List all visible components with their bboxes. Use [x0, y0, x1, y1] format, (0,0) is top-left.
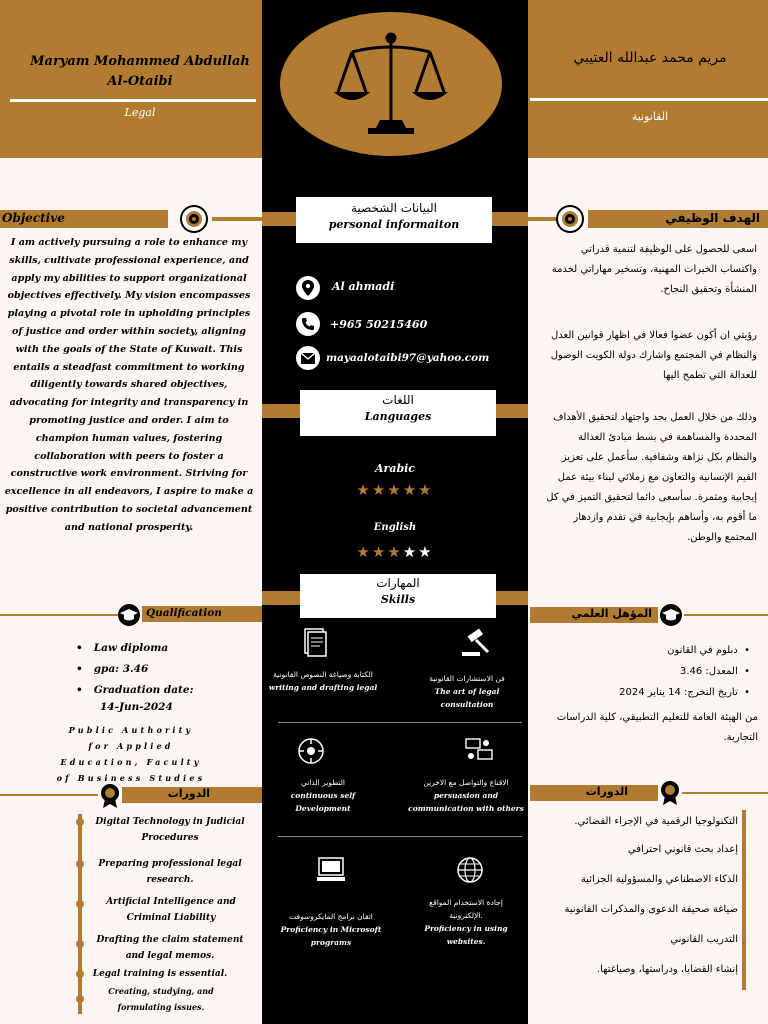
courses-title-ar: الدورات	[585, 785, 628, 798]
personal-title-panel	[296, 197, 492, 243]
course-item: صياغة صحيفة الدعوى والمذكرات القانونية	[564, 904, 738, 915]
skills-title-ar: المهارات	[376, 576, 420, 590]
timeline-dot	[76, 940, 84, 948]
course-item: التكنولوجيا الرقمية في الإجراء القضائي.	[574, 816, 738, 827]
language-name: Arabic	[374, 462, 416, 475]
objective-text-ar-1: اسعى للحصول على الوظيفة لتنمية قدراتي واكتساب الخبرات المهنية، وتسخير مهاراتي لخدمة المنشأة وتحقيق النجاح.	[551, 244, 757, 295]
qualification-item: • gpa: 3.46	[76, 663, 149, 675]
course-item: الذكاء الاصطناعي والمسؤولية الجزائية	[580, 874, 738, 885]
course-item: Creating, studying, and formulating issues.	[108, 986, 214, 1012]
languages-title-panel	[300, 390, 496, 436]
qualification-title-ar: المؤهل العلمي	[571, 607, 652, 620]
gavel-icon	[460, 628, 494, 662]
qualification-line-right	[684, 614, 768, 616]
skill-item	[408, 672, 526, 711]
name-english: Maryam Mohammed Abdullah Al-Otaibi	[30, 54, 250, 89]
self-development-icon	[296, 736, 326, 770]
qualification-title-en: Qualification	[146, 607, 222, 619]
timeline-dot	[76, 900, 84, 908]
phone-text: +965 50215460	[330, 318, 428, 331]
skill-item	[404, 776, 528, 815]
role-arabic: القانونية	[631, 110, 669, 123]
institution-en: Public Authority for Applied Education, Faculty of Business Studies	[56, 725, 206, 783]
timeline-dot	[76, 970, 84, 978]
award-ribbon-icon	[658, 780, 682, 810]
qualification-item: • Law diploma	[76, 642, 169, 654]
skills-divider	[278, 722, 522, 723]
scale-logo	[276, 8, 506, 160]
objective-bar-right-tail	[528, 217, 558, 221]
qualification-list-en	[76, 638, 256, 701]
personal-title-ar: البيانات الشخصية	[351, 201, 437, 215]
graduation-date-en: 14-Jun-2024	[100, 701, 173, 713]
qualification-item: • المعدل: 3.46	[679, 666, 750, 677]
skills-title-panel	[300, 574, 496, 618]
course-item: Legal training is essential.	[92, 969, 228, 979]
skill-label-en: writing and drafting legal	[268, 683, 378, 692]
qualification-text: Law diploma	[93, 642, 169, 654]
skill-item	[268, 776, 378, 815]
language-rating-stars: ★★★★★	[356, 481, 434, 499]
skill-label-ar: الاقناع والتواصل مع الاخرين	[423, 778, 509, 787]
name-arabic: مريم محمد عبدالله العتيبي	[573, 50, 727, 66]
role-english: Legal	[124, 106, 156, 119]
target-icon	[180, 205, 208, 233]
graduation-cap-icon	[116, 604, 142, 630]
skill-item	[268, 668, 378, 694]
email-icon	[296, 346, 320, 370]
award-ribbon-icon	[98, 783, 122, 813]
courses-timeline	[742, 810, 746, 990]
skill-label-ar: فن الاستشارات القانونية	[429, 674, 505, 683]
objective-text-ar-3: وذلك من خلال العمل بجد واجتهاد لتحقيق الأهداف المحددة والمساهمة في بسط مبادئ العدالة والنظام بكل نزاهة وشفافية. سأعمل على تعزيز القيم الإنسانية والتعاون مع زملائي لبناء بيئة عمل إيجابية ومثمرة. سأسعى دائما لتحقيق التميز في كل ما أقوم به، وأساهم بإيجابية في تقدم وازدهار المجتمع والوطن.	[546, 412, 757, 543]
stars-empty: ★★	[402, 543, 434, 561]
computer-icon	[316, 856, 346, 888]
course-item: Preparing professional legal research.	[98, 859, 242, 885]
qualification-item: • تاريخ التخرج: 14 يناير 2024	[619, 687, 750, 698]
language-name: English	[373, 522, 417, 533]
personal-title-en: personal informaiton	[328, 218, 460, 231]
courses-line-left	[0, 794, 98, 796]
timeline-dot	[76, 995, 84, 1003]
legal-document-icon	[302, 628, 328, 662]
target-icon	[556, 205, 584, 233]
skill-label-en: continuous self Development	[290, 791, 356, 813]
objective-text-ar-2: رؤيتي ان أكون عضوا فعالا في اظهار قوانين العدل والنظام في المجتمع واشارك دولة الكويت الوصول للعدالة التي تطمح اليها	[550, 330, 757, 381]
language-rating-stars	[262, 543, 528, 561]
phone-icon	[296, 312, 320, 336]
skill-item	[276, 910, 386, 949]
qualification-text: دبلوم في القانون	[667, 645, 738, 656]
qualification-text: gpa: 3.46	[93, 663, 149, 675]
course-item: Artificial Intelligence and Criminal Liability	[106, 897, 236, 923]
location-text: Al ahmadi	[332, 280, 395, 293]
skill-label-ar: اتقان برامج المايكروسوفت	[289, 912, 373, 921]
course-item: Digital Technology in Judicial Procedures	[95, 817, 245, 843]
objective-title-ar: الهدف الوظيفي	[665, 211, 760, 225]
course-item: إنشاء القضايا، ودراستها، وصياغتها.	[596, 964, 738, 975]
timeline-dot	[76, 818, 84, 826]
qualification-item: • Graduation date:	[76, 684, 194, 696]
skill-label-en: persuasion and communication with others	[408, 791, 524, 813]
course-item: التدريب القانوني	[670, 934, 738, 945]
skill-label-en: Proficiency in using websites.	[424, 924, 508, 946]
qualification-text: تاريخ التخرج: 14 يناير 2024	[619, 687, 738, 698]
email-text: mayaalotaibi97@yahoo.com	[326, 352, 490, 364]
course-item: إعداد بحث قانوني احترافي	[627, 844, 738, 855]
skills-title-en: Skills	[380, 593, 416, 606]
objective-title-en: Objective	[2, 211, 65, 225]
communication-icon	[464, 736, 494, 770]
qualification-list-ar	[560, 640, 750, 703]
location-icon	[296, 276, 320, 300]
timeline-dot	[76, 860, 84, 868]
qualification-text: المعدل: 3.46	[679, 666, 738, 677]
qualification-item: • دبلوم في القانون	[667, 645, 750, 656]
skill-label-ar: إجادة الاستخدام المواقع الإلكترونية.	[429, 898, 503, 920]
skills-divider	[278, 836, 522, 837]
objective-text-en: I am actively pursuing a role to enhance my skills, cultivate professional experience, and apply my abilities to support organizational objectives effectively. My vision encompasses playing a pivotal role in upholding principles of justice and order within society, aligning with the goals of the State of Kuwait. This entails a steadfast commitment to working diligently towards shared objectives, advocating for integrity and transparency in promoting justice and order. I aim to champion human values, fostering collaboration with peers to foster a constructive work environment. Striving for excellence in all endeavors, I aspire to make a positive contribution to societal advancement and national prosperity.	[4, 237, 254, 533]
globe-icon	[456, 856, 484, 888]
skill-label-ar: التطوير الذاتي	[301, 778, 345, 787]
qualification-line-left	[0, 614, 118, 616]
skill-label-en: The art of legal consultation	[434, 687, 500, 709]
skill-label-en: Proficiency in Microsoft programs	[280, 925, 382, 947]
header-divider-right	[530, 98, 768, 101]
languages-title-en: Languages	[364, 410, 432, 423]
objective-bar-left-tail	[212, 217, 262, 221]
courses-timeline	[78, 814, 82, 1014]
courses-title-ar: الدورات	[167, 787, 210, 800]
course-item: Drafting the claim statement and legal memos.	[96, 935, 244, 961]
qualification-text: Graduation date:	[93, 684, 194, 696]
header-right-band	[528, 0, 768, 158]
courses-line-right	[682, 792, 768, 794]
stars-filled: ★★★	[356, 543, 403, 561]
graduation-cap-icon	[658, 604, 684, 630]
header-divider-left	[10, 99, 256, 102]
institution-ar: من الهيئة العامة للتعليم التطبيقي، كلية الدراسات التجارية.	[556, 712, 758, 743]
skill-label-ar: الكتابة وصياغة النصوص القانونية	[273, 670, 373, 679]
skill-item	[414, 896, 518, 948]
languages-title-ar: اللغات	[382, 393, 414, 407]
scales-of-justice-icon	[280, 12, 502, 156]
